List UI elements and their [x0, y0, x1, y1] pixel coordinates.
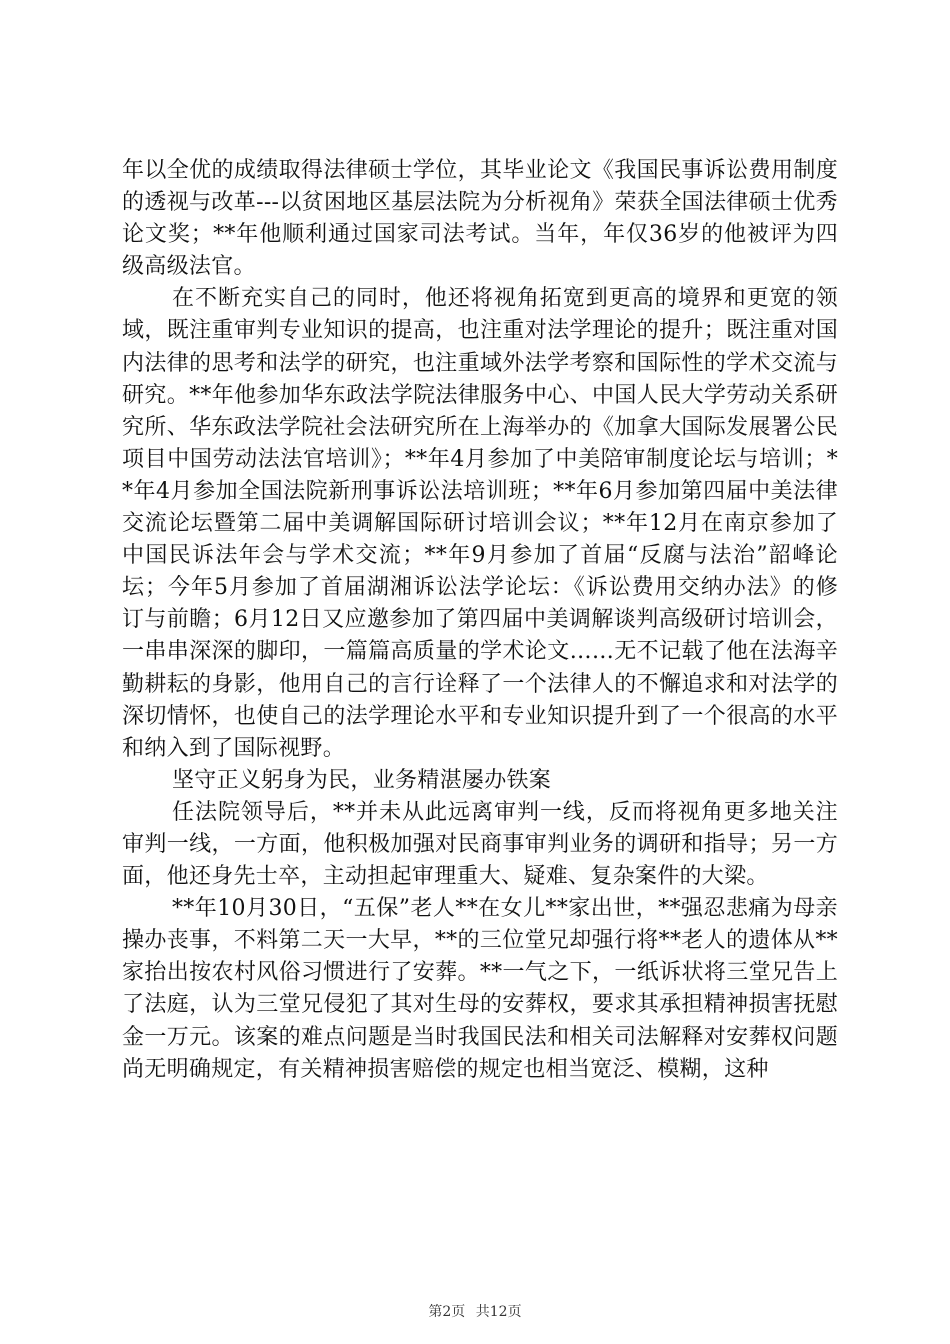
page-footer: [0, 1301, 950, 1321]
paragraph-academic-exchange: 在不断充实自己的同时，他还将视角拓宽到更高的境界和更宽的领域，既注重审判专业知识的提高，也注重对法学理论的提升；既注重对国内法律的思考和法学的研究，也注重域外法学考察和国际性的学术交流与研究。**年他参加华东政法学院法律服务中心、中国人民大学劳动关系研究所、华东政法学院社会法研究所在上海举办的《加拿大国际发展署公民项目中国劳动法法官培训》；**年4月参加了中美陪审制度论坛与培训；**年4月参加全国法院新刑事诉讼法培训班；**年6月参加第四届中美法律交流论坛暨第二届中美调解国际研讨培训会议；**年12月在南京参加了中国民诉法年会与学术交流；**年9月参加了首届“反腐与法治”韶峰论坛；今年5月参加了首届湖湘诉讼法学论坛：《诉讼费用交纳办法》的修订与前瞻；6月12日又应邀参加了第四届中美调解谈判高级研讨培训会，一串串深深的脚印，一篇篇高质量的学术论文……无不记载了他在法海辛勤耕耘的身影，他用自己的言行诠释了一个法律人的不懈追求和对法学的深切情怀，也使自己的法学理论水平和专业知识提升到了一个很高的水平和纳入到了国际视野。: [122, 286, 838, 761]
page-number: 第2页: [428, 1304, 466, 1320]
paragraph-continuation: 年以全优的成绩取得法律硕士学位，其毕业论文《我国民事诉讼费用制度的透视与改革---以贫困地区基层法院为分析视角》荣获全国法律硕士优秀论文奖；**年他顺利通过国家司法考试。当年，年仅36岁的他被评为四级高级法官。: [122, 158, 838, 280]
paragraph-court-leadership: 任法院领导后，**并未从此远离审判一线，反而将视角更多地关注审判一线，一方面，他积极加强对民商事审判业务的调研和指导；另一方面，他还身先士卒，主动担起审理重大、疑难、复杂案件的大梁。: [122, 799, 838, 890]
page-total: 共12页: [475, 1304, 522, 1320]
body-text: [122, 155, 838, 1086]
section-heading: 坚守正义躬身为民，业务精湛屡办铁案: [172, 767, 552, 793]
paragraph-burial-case: **年10月30日，“五保”老人**在女儿**家出世，**强忍悲痛为母亲操办丧事，不料第二天一大早，**的三位堂兄却强行将**老人的遗体从**家抬出按农村风俗习惯进行了安葬。**一气之下，一纸诉状将三堂兄告上了法庭，认为三堂兄侵犯了其对生母的安葬权，要求其承担精神损害抚慰金一万元。该案的难点问题是当时我国民法和相关司法解释对安葬权问题尚无明确规定，有关精神损害赔偿的规定也相当宽泛、模糊，这种: [122, 896, 838, 1082]
